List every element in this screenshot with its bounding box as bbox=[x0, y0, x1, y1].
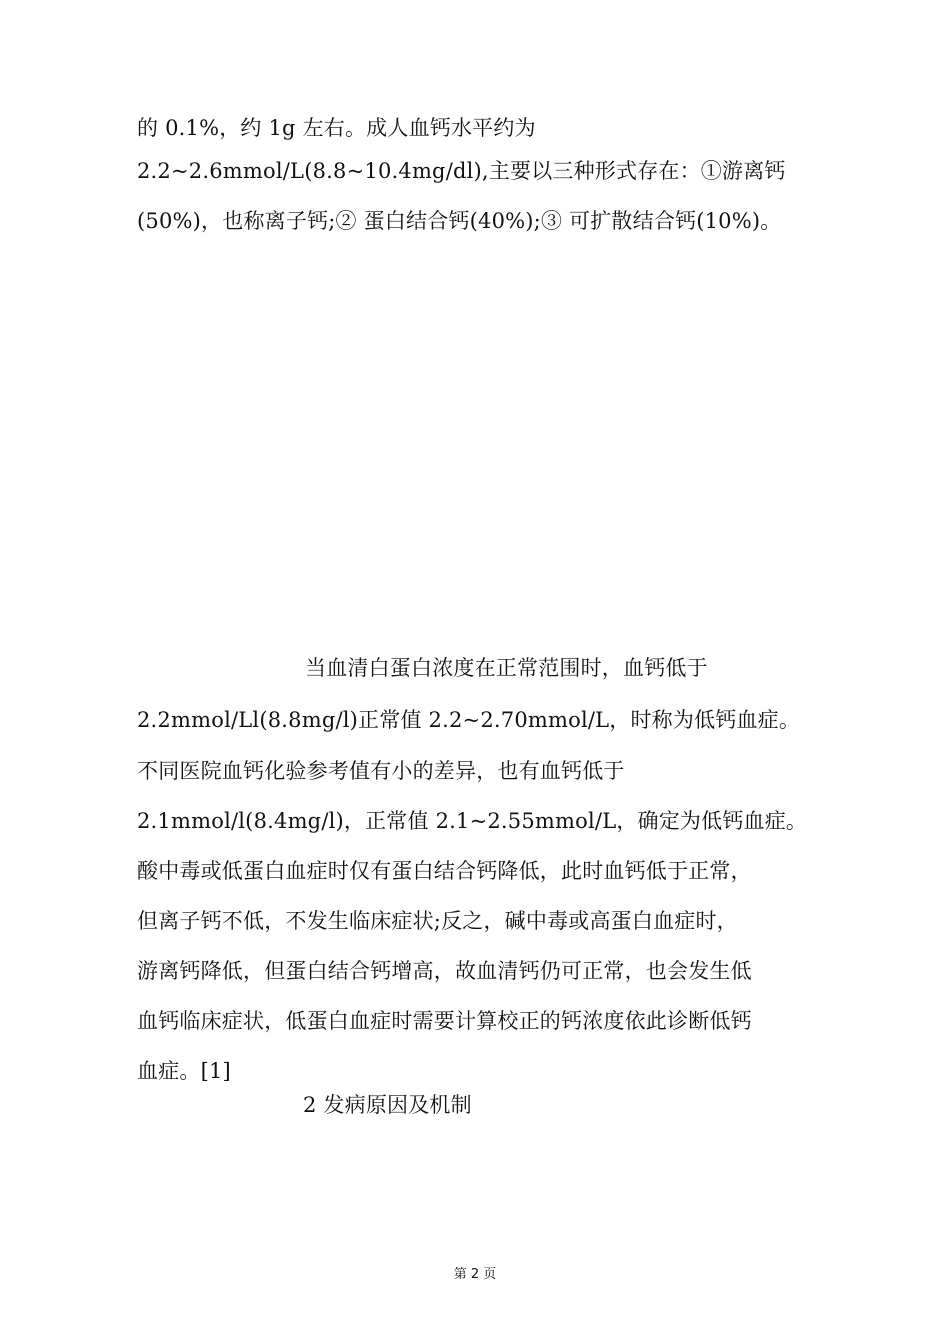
page-number: 第 2 页 bbox=[453, 1267, 497, 1282]
text-line: 但离子钙不低，不发生临床症状;反之，碱中毒或高蛋白血症时， bbox=[137, 909, 738, 933]
text-line: 血症。[1] bbox=[137, 1059, 231, 1083]
text-line: 的 0.1%，约 1g 左右。成人血钙水平约为 bbox=[137, 116, 536, 140]
text-line: 2.2mmol/Ll(8.8mg/l)正常值 2.2~2.70mmol/L，时称为低钙血症。 bbox=[137, 708, 801, 732]
text-line: 2.2~2.6mmol/L(8.8~10.4mg/dl),主要以三种形式存在：①游离钙 bbox=[137, 159, 786, 183]
text-line: 不同医院血钙化验参考值有小的差异，也有血钙低于 bbox=[137, 759, 625, 783]
paragraph-first-line: 当血清白蛋白浓度在正常范围时，血钙低于 bbox=[305, 656, 708, 680]
text-line: (50%)，也称离子钙;② 蛋白结合钙(40%);③ 可扩散结合钙(10%)。 bbox=[137, 209, 782, 233]
text-line: 血钙临床症状，低蛋白血症时需要计算校正的钙浓度依此诊断低钙 bbox=[137, 1009, 752, 1033]
section-heading: 2 发病原因及机制 bbox=[303, 1093, 472, 1117]
text-line: 酸中毒或低蛋白血症时仅有蛋白结合钙降低，此时血钙低于正常， bbox=[137, 859, 752, 883]
text-line: 游离钙降低，但蛋白结合钙增高，故血清钙仍可正常，也会发生低 bbox=[137, 959, 752, 983]
text-line: 2.1mmol/l(8.4mg/l)，正常值 2.1~2.55mmol/L，确定为低钙血症。 bbox=[137, 809, 808, 833]
